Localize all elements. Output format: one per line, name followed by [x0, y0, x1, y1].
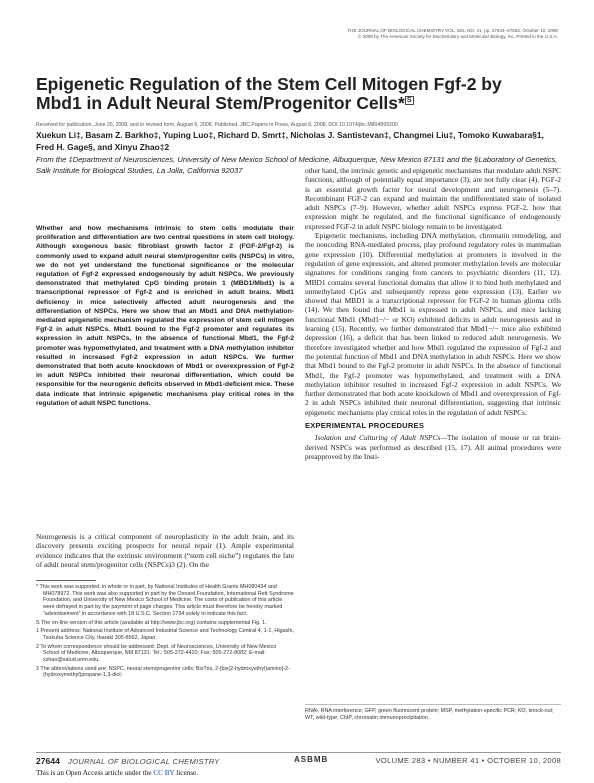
header-line-2: © 2008 by The American Society for Biochemistry and Molecular Biology, Inc. Printed in the U.S.A.: [357, 34, 558, 40]
footnote-funding: * This work was supported, in whole or in part, by National Institutes of Health Grants MH080434 and MH078972. This work was also supported in part by the Oxnard Foundation, International Rett Syndrome Foundation, and University of New Mexico School of Medicine. The costs of publication of this article were defrayed in part by the payment of page charges. This article must therefore be hereby marked “advertisement” in accordance with 18 U.S.C. Section 1734 solely to indicate this fact.: [36, 584, 294, 617]
footnote-correspondence: 2 To whom correspondence should be addressed: Dept. of Neurosciences, University of New Mexico School of Medicine, Albuquerque, NM 87131. Tel.: 505-272-4410; Fax: 505-272-8082; E-mail: xzhao@salud.unm.edu.: [36, 643, 277, 664]
header-line-1: THE JOURNAL OF BIOLOGICAL CHEMISTRY VOL. 283, NO. 41, pp. 27644–27652, October 10, 2008: [347, 28, 558, 33]
volume-info: VOLUME 283 • NUMBER 41 • OCTOBER 10, 2008: [375, 756, 561, 765]
open-access-note: [36, 769, 198, 777]
abbreviations-continued: RNAi, RNA interference; GFP, green fluorescent protein; MSP, methylation-specific PCR; KO, knock-out; WT, wild-type; ChIP, chromatin immunoprecipitation.: [305, 708, 554, 721]
footnote-abbreviations: 3 The abbreviations used are: NSPC, neural stem/progenitor cells; BisTris, 2-[bis(2-hydroxyethyl)amino]-2-(hydroxymethyl)propane-1,3-diol;: [36, 665, 290, 679]
affiliations: From the ‡Department of Neurosciences, University of New Mexico School of Medicine, Albuquerque, New Mexico 87131 and the §Laboratory of Genetics, Salk Institute for Biological Studies, La Jolla, California 92037: [36, 155, 558, 175]
journal-name: JOURNAL OF BIOLOGICAL CHEMISTRY: [68, 757, 220, 766]
page-number: 27644: [36, 756, 60, 766]
asbmb-logo: ASBMB: [294, 755, 329, 764]
page-footer: [36, 756, 561, 766]
footer-divider: [36, 752, 561, 753]
subsection-text: The isolation of mouse or rat brain-derived NSPCs was performed as described (15, 17). All animal procedures were preapproved by the Insti-: [305, 433, 561, 461]
open-access-suffix: license.: [176, 769, 199, 777]
right-column: [305, 166, 561, 461]
title-marks: *: [398, 93, 405, 113]
article-title: [36, 75, 546, 113]
supplemental-badge[interactable]: S: [406, 97, 412, 105]
license-link[interactable]: CC BY: [153, 769, 175, 777]
open-access-text: This is an Open Access article under the: [36, 769, 152, 777]
subsection-lead: Isolation and Culturing of Adult NSPCs—: [315, 433, 447, 443]
introduction-paragraph: Neurogenesis is a critical component of neuroplasticity in the adult brain, and its discovery presents exciting prospects for neural repair (1). Ample experimental evidence indicates that the extrinsic environment (“stem cell niche”) regulates the fate of adult neural stem/progenitor cells (NSPCs)3 (2). On the: [36, 532, 294, 569]
footnote-divider: [36, 580, 96, 581]
right-paragraph-2: Epigenetic mechanisms, including DNA methylation, chromatin remodeling, and the noncoding RNA-mediated process, play profound regulatory roles in mammalian gene expression (10). Differential methylation at promoters is involved in the regulation of gene expression, and altered promoter methylation levels are molecular signatures for conditions ranging from cancers to psychiatric disorders (11, 12). MBD1 contains several functional domains that allow it to bind both methylated and unmethylated CpGs and subsequently repress gene expression (13). Earlier we showed that MBD1 is a transcriptional repressor for FGF-2 in human glioma cells (14). We then found that Mbd1 is expressed in adult NSPCs, and mice lacking functional Mbd1 (Mbd1−/− or KO) exhibited deficits in adult neurogenesis and in learning (15). Recently, we further demonstrated that Mbd1−/− mice also exhibited depression (16), a deficit that has been linked to reduced adult neurogenesis. We therefore investigated whether and how Mbd1 regulated the expression of Fgf-2 and the potential function of Mbd1 and DNA methylation in adult NSPCs. Here we show that Mbd1 bound to the Fgf-2 promoter in adult NSPCs. In the absence of functional Mbd1, the Fgf-2 promoter was hypomethylated, and treatment with a DNA methylation inhibitor resulted in increased Fgf-2 expression in adult NSPCs. We further demonstrated that both acute knockdown of Mbd1 and overexpression of Fgf-2 in adult NSPCs inhibited their neuronal differentiation, suggesting that intrinsic epigenetic mechanisms play critical roles in the regulation of adult NSPCs.: [305, 231, 561, 417]
right-paragraph-3: [305, 433, 561, 461]
footnotes: [36, 584, 294, 681]
footnote-supplemental: S The on-line version of this article (available at http://www.jbc.org) contains supplemental Fig. 1.: [36, 619, 267, 626]
footnote-present-address: 1 Present address: National Institute of Advanced Industrial Science and Technology Central 4, 1-1, Higashi, Tsukuba Science City, Ibaraki 305-8562, Japan.: [36, 628, 294, 641]
journal-header: [347, 28, 558, 40]
section-heading: EXPERIMENTAL PROCEDURES: [305, 421, 425, 431]
author-list: Xuekun Li‡, Basam Z. Barkho‡, Yuping Luo‡, Richard D. Smrt‡, Nicholas J. Santistevan‡, Changmei Liu‡, Tomoko Kuwabara§1, Fred H. Gage§, and Xinyu Zhao‡2: [36, 130, 544, 152]
abstract: Whether and how mechanisms intrinsic to stem cells modulate their proliferation and differentiation are two central questions in stem cell biology. Although exogenous basic fibroblast growth factor 2 (FGF-2/Fgf-2) is commonly used to expand adult neural stem/progenitor cells (NSPCs) in vitro, we do not yet understand the functional significance or the molecular regulation of Fgf-2 expressed endogenously by adult NSPCs. We previously demonstrated that methylated CpG binding protein 1 (MBD1/Mbd1) is a transcriptional repressor of Fgf-2 and is enriched in adult brains. Mbd1 deficiency in mice selectively affected adult neurogenesis and the differentiation of NSPCs. Here we show that an Mbd1 and DNA methylation-mediated epigenetic mechanism regulated the expression of stem cell mitogen Fgf-2 in adult NSPCs. Mbd1 bound to the Fgf-2 promoter and regulates its expression in adult NSPCs. In the absence of functional Mbd1, the Fgf-2 promoter was hypomethylated, and treatment with a DNA methylation inhibitor resulted in increased Fgf-2 expression in adult NSPCs. We further demonstrated that both acute knockdown of Mbd1 or overexpression of Fgf-2 in adult NSPCs inhibited their neuronal differentiation, which could be responsible for the neurogenic deficits observed in Mbd1-deficient mice. These data indicate that intrinsic epigenetic mechanisms play critical roles in the regulation of adult NSPC functions.: [36, 225, 294, 407]
title-text: Epigenetic Regulation of the Stem Cell Mitogen Fgf-2 by Mbd1 in Adult Neural Stem/Progenitor Cells: [36, 74, 502, 113]
received-line: Received for publication, June 26, 2008, and in revised form, August 6, 2008. Published, JBC Papers in Press, August 8, 2008, DOI 10.1074/jbc.M804899200: [36, 122, 398, 128]
abbreviations-divider: [305, 704, 561, 705]
right-paragraph-1: other hand, the intrinsic genetic and epigenetic mechanisms that modulate adult NSPC functions, although of potentially equal importance (3), are not fully clear (4). FGF-2 is an essential growth factor for neural development and neurogenesis (5–7). Recombinant FGF-2 can expand and maintain the undifferentiated state of isolated adult NSPCs (7–9). However, whether adult NSPCs express FGF-2, how that expression might be regulated, and the functional significance of endogenously expressed FGF-2 in adult NSPC biology remain to be investigated.: [305, 166, 561, 231]
